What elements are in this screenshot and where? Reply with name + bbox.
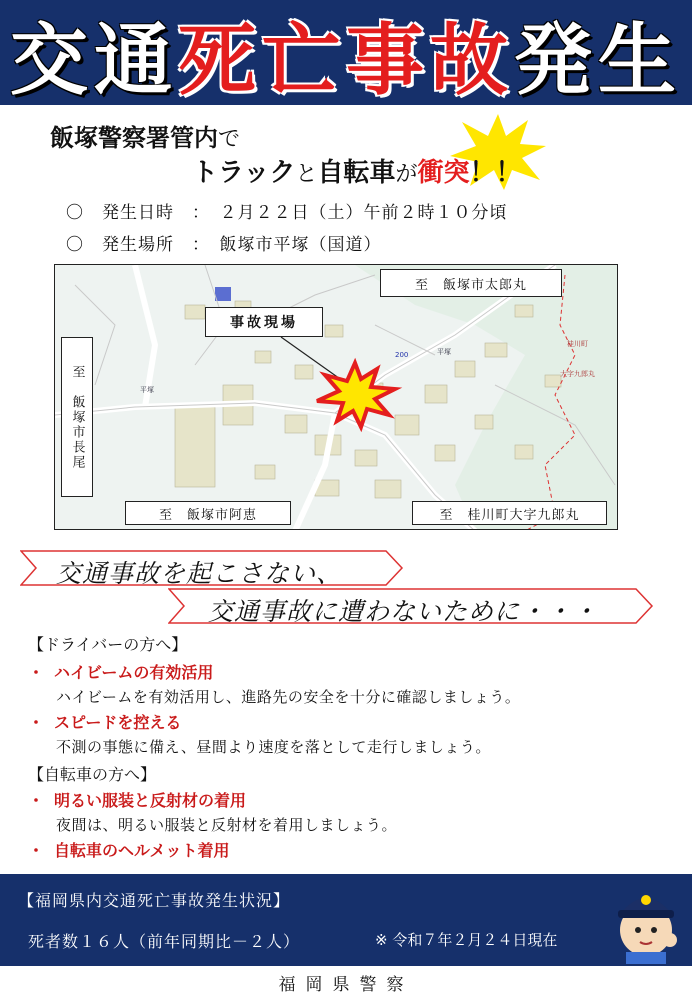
accident-site-label: 事故現場 (205, 307, 323, 337)
subtitle-exclaim: ！！ (469, 158, 522, 188)
bullet: ・ (28, 791, 45, 810)
map-background (55, 265, 618, 530)
tip-title: 明るい服装と反射材の着用 (54, 791, 247, 810)
statistics-footer (0, 874, 692, 966)
accident-map (54, 264, 618, 530)
bullet: ・ (28, 663, 45, 682)
map-place-kurouma: 大字九郎丸 (560, 370, 595, 378)
map-place-katsuragawa: 桂川町 (567, 340, 588, 348)
map-direction-top: 至 飯塚市太郎丸 (380, 269, 562, 297)
subtitle-ga: が (395, 162, 418, 187)
slogan-banner-1 (20, 550, 404, 586)
subtitle-collision: 衝突 (417, 158, 470, 188)
subtitle-bike: 自転車 (317, 158, 396, 188)
subtitle-suffix: で (218, 127, 241, 152)
map-route-number: 200 (395, 351, 409, 359)
header-title-part1: 交通 (9, 15, 178, 106)
tip-reflective (28, 788, 246, 811)
header-title (0, 6, 692, 106)
subtitle-line2 (192, 152, 522, 189)
tip-helmet (28, 838, 230, 861)
tip-title: スピードを控える (54, 713, 182, 732)
incident-datetime: 〇 発生日時 ： ２月２２日（土）午前２時１０分頃 (66, 203, 508, 223)
tip-title: ハイビームの有効活用 (54, 663, 214, 682)
bullet: ・ (28, 841, 45, 860)
tip-high-beam (28, 660, 213, 683)
incident-place: 〇 発生場所 ： 飯塚市平塚（国道） (66, 235, 382, 255)
tip-desc: 不測の事態に備え、昼間より速度を落として走行しましょう。 (56, 738, 491, 756)
cyclists-heading: 【自転車の方へ】 (28, 765, 157, 784)
slogan-banner-2 (168, 588, 654, 624)
header-title-part2: 死亡事故 (177, 15, 514, 106)
map-direction-bottom-left: 至 飯塚市阿恵 (125, 501, 291, 525)
map-place-hiratsuka-west: 平塚 (140, 386, 154, 394)
subtitle-line1 (50, 118, 240, 153)
header-banner (0, 0, 692, 105)
subtitle-truck: トラック (192, 158, 296, 188)
map-direction-bottom-right: 至 桂川町大字九郎丸 (412, 501, 607, 525)
subtitle-place: 飯塚警察署管内 (50, 124, 218, 152)
map-place-hiratsuka-east: 平塚 (437, 348, 451, 356)
tip-desc: ハイビームを有効活用し、進路先の安全を十分に確認しましょう。 (56, 688, 521, 706)
organization-name: 福岡県警察 (278, 975, 414, 995)
tip-speed (28, 710, 181, 733)
bullet: ・ (28, 713, 45, 732)
statistics-title: 【福岡県内交通死亡事故発生状況】 (18, 891, 291, 910)
slogan-line1: 交通事故を起こさない、 (56, 559, 343, 588)
police-mascot-icon (610, 878, 686, 964)
slogan-line2: 交通事故に遭わないために・・・ (208, 597, 599, 626)
tip-title: 自転車のヘルメット着用 (54, 841, 230, 860)
subtitle-to: と (295, 162, 318, 187)
statistics-fatalities: 死者数１６人（前年同期比－２人） (28, 932, 301, 951)
tip-desc: 夜間は、明るい服装と反射材を着用しましょう。 (56, 816, 398, 834)
statistics-as-of: ※ 令和７年２月２４日現在 (375, 931, 558, 949)
header-title-part3: 発生 (514, 15, 683, 106)
drivers-heading: 【ドライバーの方へ】 (28, 635, 188, 654)
map-direction-left: 至 飯塚市長尾 (61, 337, 93, 497)
